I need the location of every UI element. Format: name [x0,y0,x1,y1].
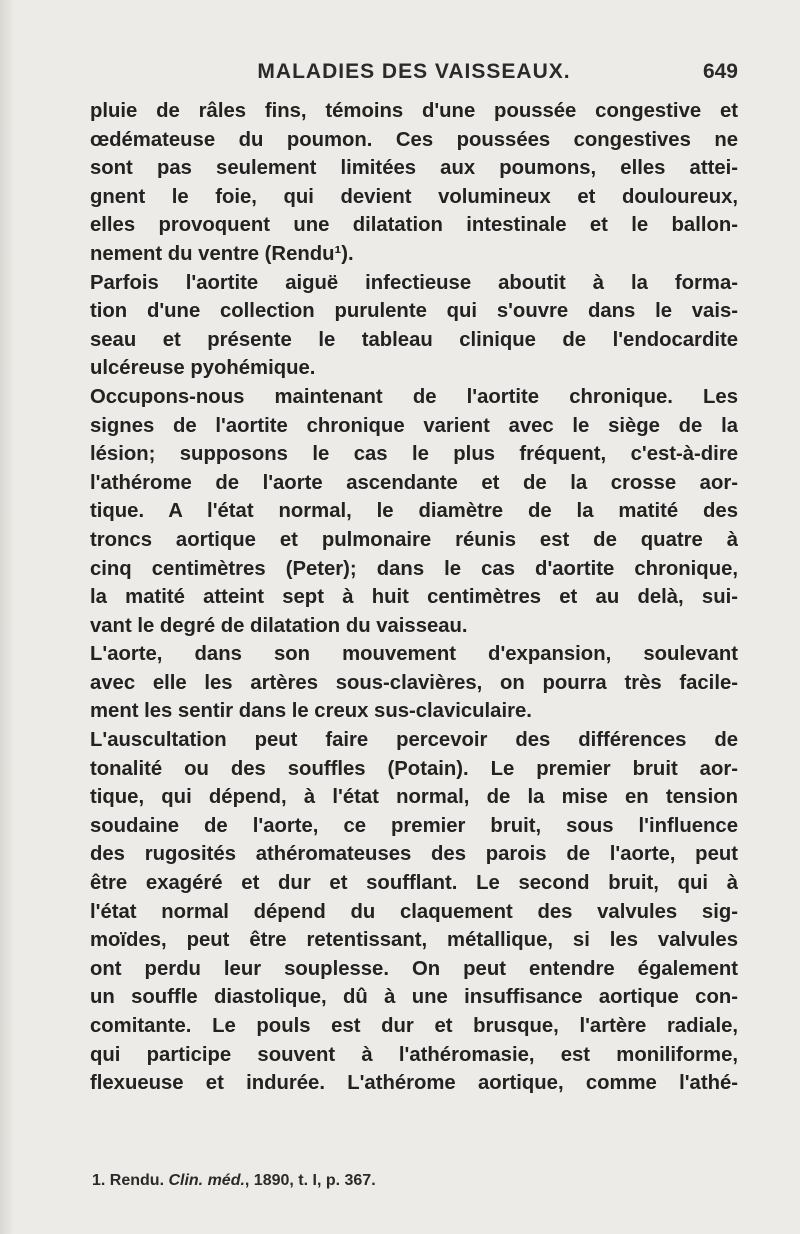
text-line: des rugosités athéromateuses des parois de l'aorte, peut [90,843,738,866]
text-line: vant le degré de dilatation du vaisseau. [90,614,468,637]
text-line: signes de l'aortite chronique varient avec le siège de la [90,414,738,437]
running-head [90,60,738,90]
text-line: l'athérome de l'aorte ascendante et de la crosse aor- [90,471,738,494]
text-line: pluie de râles fins, témoins d'une poussée congestive et [90,100,738,122]
text-line: tique, qui dépend, à l'état normal, de la mise en tension [90,786,738,809]
text-line: l'état normal dépend du claquement des valvules sig- [90,900,738,923]
text-line: L'auscultation peut faire percevoir des différences de [90,729,738,752]
text-line: lésion; supposons le cas le plus fréquent, c'est-à-dire [90,443,738,466]
text-line: troncs aortique et pulmonaire réunis est de quatre à [90,528,738,551]
text-line: flexueuse et indurée. L'athérome aortique, comme l'athé- [90,1072,738,1095]
page-number: 649 [702,60,738,83]
text-line: elles provoquent une dilatation intestinale et le ballon- [90,214,738,237]
text-line: ment les sentir dans le creux sus-claviculaire. [90,700,532,723]
text-line: avec elle les artères sous-clavières, on pourra très facile- [90,671,738,694]
text-line: sont pas seulement limitées aux poumons, elles attei- [90,157,738,180]
text-line: gnent le foie, qui devient volumineux et douloureux, [90,185,738,208]
text-line: soudaine de l'aorte, ce premier bruit, sous l'influence [90,814,738,837]
text-line: être exagéré et dur et soufflant. Le second bruit, qui à [90,872,738,895]
footnote-journal: Clin. méd. [168,1172,245,1189]
text-line: tonalité ou des souffles (Potain). Le premier bruit aor- [90,757,738,780]
running-title: MALADIES DES VAISSEAUX. [257,60,571,83]
text-line: nement du ventre (Rendu¹). [90,242,354,265]
text-line: la matité atteint sept à huit centimètres et au delà, sui- [90,586,738,609]
text-line: tion d'une collection purulente qui s'ouvre dans le vais- [90,300,738,323]
text-line: comitante. Le pouls est dur et brusque, l'artère radiale, [90,1015,738,1037]
text-line: un souffle diastolique, dû à une insuffisance aortique con- [90,986,738,1009]
body-text [90,97,738,1098]
page-edge-shadow [0,0,14,1234]
text-line: moïdes, peut être retentissant, métallique, si les valvules [90,929,738,952]
text-line: Parfois l'aortite aiguë infectieuse aboutit à la forma- [90,271,738,294]
text-line: Occupons-nous maintenant de l'aortite chronique. Les [90,385,738,408]
footnote-rest: , 1890, t. I, p. 367. [244,1172,376,1189]
text-line: cinq centimètres (Peter); dans le cas d'aortite chronique, [90,557,738,580]
text-line: L'aorte, dans son mouvement d'expansion, soulevant [90,643,738,666]
text-line: ont perdu leur souplesse. On peut entendre également [90,957,738,980]
footnote [92,1172,732,1190]
text-line: ulcéreuse pyohémique. [90,357,316,380]
text-line: œdémateuse du poumon. Ces poussées congestives ne [90,128,738,151]
footnote-lead: 1. Rendu. [92,1172,169,1189]
text-line: tique. A l'état normal, le diamètre de la matité des [90,500,738,523]
text-line: qui participe souvent à l'athéromasie, est moniliforme, [90,1043,738,1066]
text-line: seau et présente le tableau clinique de l'endocardite [90,328,738,351]
